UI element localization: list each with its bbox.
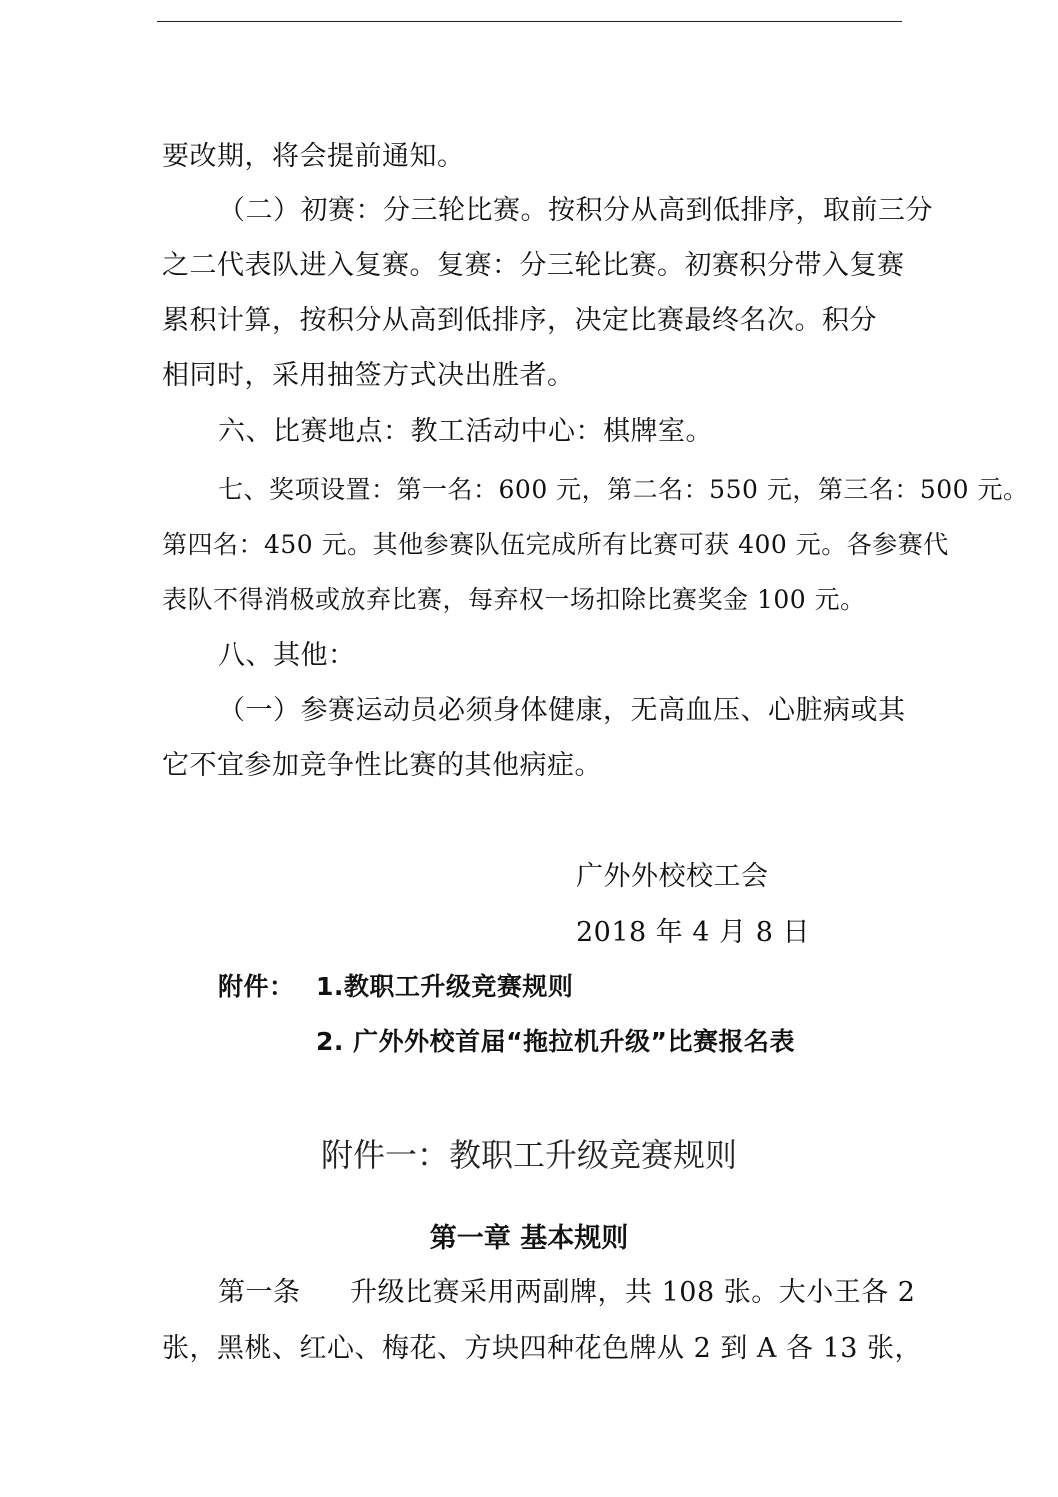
article-1-line bbox=[218, 1276, 958, 1310]
body-line-1: 要改期，将会提前通知。 bbox=[162, 141, 465, 172]
body-line-4: 累积计算，按积分从高到低排序，决定比赛最终名次。积分 bbox=[162, 305, 877, 336]
body-line-2: （二）初赛：分三轮比赛。按积分从高到低排序，取前三分 bbox=[218, 195, 933, 226]
article-text: 升级比赛采用两副牌，共 108 张。大小王各 2 bbox=[350, 1277, 916, 1308]
article-label: 第一条 bbox=[218, 1277, 301, 1308]
attachment-item-1: 1.教职工升级竞赛规则 bbox=[316, 972, 574, 1001]
attachments-label: 附件： bbox=[218, 972, 295, 1001]
other-heading: 八、其他： bbox=[218, 640, 356, 671]
annex-title: 附件一：教职工升级竞赛规则 bbox=[320, 1136, 737, 1174]
prize-line-1: 七、奖项设置：第一名：600 元，第二名：550 元，第三名：500 元。 bbox=[218, 475, 1029, 504]
signature-date: 2018 年 4 月 8 日 bbox=[576, 917, 810, 948]
attachment-item-2: 2. 广外外校首届“拖拉机升级”比赛报名表 bbox=[316, 1027, 795, 1056]
prize-line-3: 表队不得消极或放弃比赛，每弃权一场扣除比赛奖金 100 元。 bbox=[162, 585, 866, 614]
other-line-2: 它不宜参加竞争性比赛的其他病症。 bbox=[162, 750, 602, 781]
body-line-3: 之二代表队进入复赛。复赛：分三轮比赛。初赛积分带入复赛 bbox=[162, 250, 905, 281]
header-rule bbox=[157, 21, 902, 22]
signature-org: 广外外校校工会 bbox=[576, 861, 769, 892]
article-1-continuation: 张，黑桃、红心、梅花、方块四种花色牌从 2 到 A 各 13 张， bbox=[162, 1333, 923, 1364]
chapter-heading: 第一章 基本规则 bbox=[429, 1223, 629, 1254]
other-line-1: （一）参赛运动员必须身体健康，无高血压、心脏病或其 bbox=[218, 695, 906, 726]
venue-line: 六、比赛地点：教工活动中心：棋牌室。 bbox=[218, 416, 713, 447]
body-line-5: 相同时，采用抽签方式决出胜者。 bbox=[162, 360, 575, 391]
prize-line-2: 第四名：450 元。其他参赛队伍完成所有比赛可获 400 元。各参赛代 bbox=[162, 530, 949, 559]
